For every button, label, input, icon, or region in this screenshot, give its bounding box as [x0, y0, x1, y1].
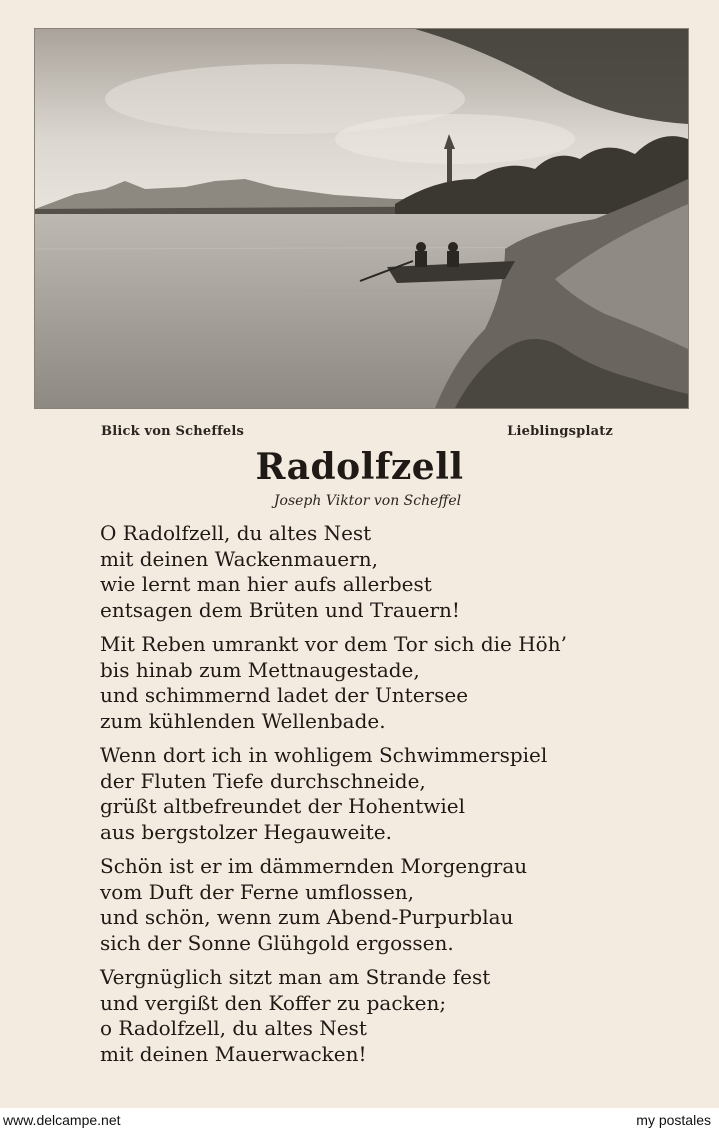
- stanza-3: [100, 743, 700, 845]
- poem-line: und schön, wenn zum Abend-Purpurblau: [100, 905, 514, 929]
- poem-line: Mit Reben umrankt vor dem Tor sich die Höh’: [100, 632, 567, 656]
- poem-line: vom Duft der Ferne umflossen,: [100, 879, 415, 904]
- lake-scene-image: [35, 29, 688, 408]
- stanza-2: [100, 632, 700, 734]
- poem-line: o Radolfzell, du altes Nest: [100, 1016, 367, 1040]
- watermark-bar: [0, 1108, 719, 1131]
- photo-caption-left: Blick von Scheffels: [101, 424, 245, 439]
- poem-line: Schön ist er im dämmernden Morgengrau: [100, 854, 528, 878]
- poem-line: Wenn dort ich in wohligem Schwimmerspiel: [100, 743, 548, 767]
- stanza-4: [100, 854, 700, 956]
- poem-body: [100, 521, 700, 1076]
- source-watermark-left: www.delcampe.net: [3, 1112, 121, 1128]
- poem-line: entsagen dem Brüten und Trauern!: [100, 597, 460, 622]
- poem-author: Joseph Viktor von Scheffel: [273, 493, 462, 509]
- poem-line: Vergnüglich sitzt man am Strande fest: [100, 965, 491, 989]
- poem-line: und vergißt den Koffer zu packen;: [100, 990, 447, 1015]
- poem-line: O Radolfzell, du altes Nest: [100, 521, 372, 545]
- poem-line: mit deinen Wackenmauern,: [100, 546, 378, 571]
- poem-title: Radolfzell: [255, 446, 464, 488]
- stanza-5: [100, 965, 700, 1067]
- poem-line: der Fluten Tiefe durchschneide,: [100, 768, 426, 793]
- poem-line: zum kühlenden Wellenbade.: [100, 708, 386, 733]
- photo-caption-right: Lieblingsplatz: [507, 424, 613, 439]
- poem-line: wie lernt man hier aufs allerbest: [100, 572, 432, 596]
- poem-line: bis hinab zum Mettnaugestade,: [100, 657, 420, 682]
- poem-line: mit deinen Mauerwacken!: [100, 1041, 367, 1066]
- lake-photo: [34, 28, 689, 409]
- source-watermark-right: my postales: [636, 1112, 711, 1128]
- stanza-1: [100, 521, 700, 623]
- poem-line: grüßt altbefreundet der Hohentwiel: [100, 794, 466, 818]
- poem-line: aus bergstolzer Hegauweite.: [100, 819, 392, 844]
- poem-line: sich der Sonne Glühgold ergossen.: [100, 930, 454, 955]
- poem-line: und schimmernd ladet der Untersee: [100, 683, 469, 707]
